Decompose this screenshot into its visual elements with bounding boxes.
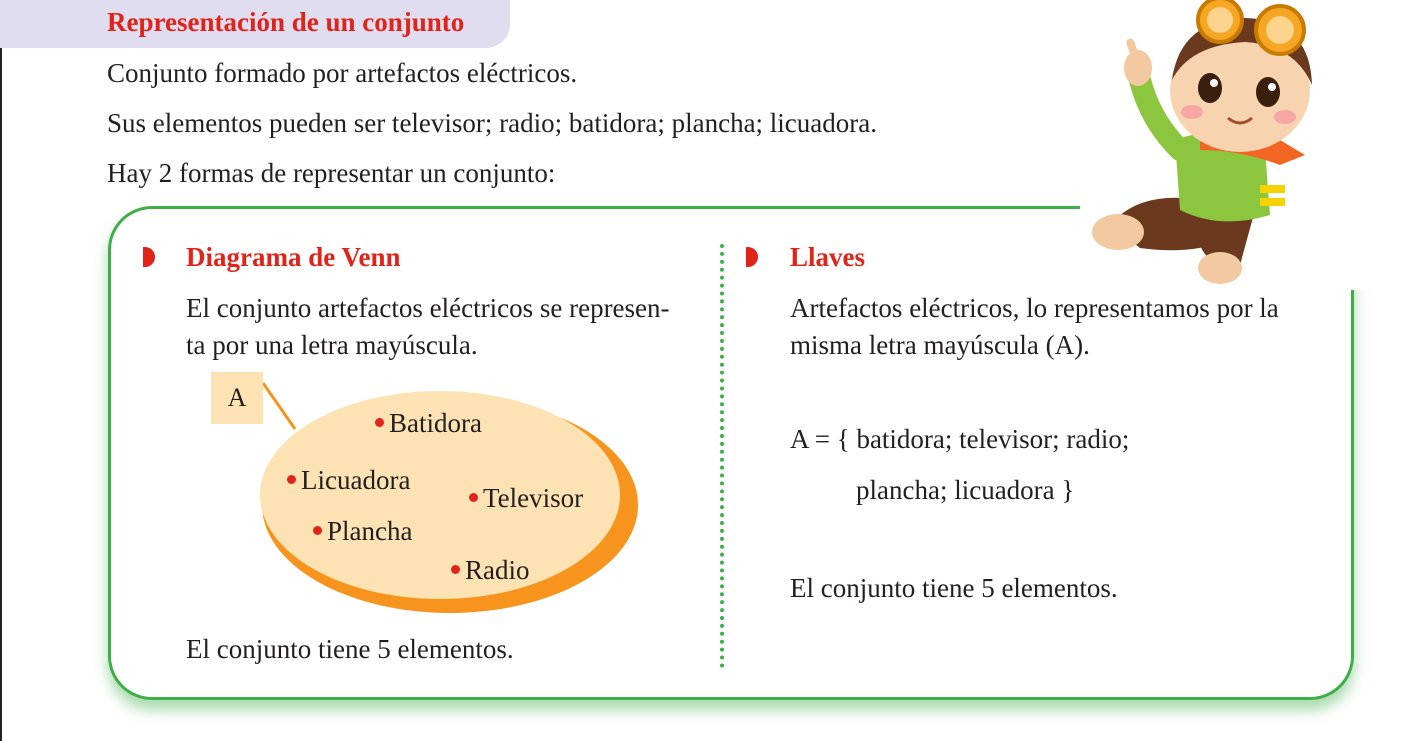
braces-description xyxy=(790,290,1279,364)
venn-description-line-2: ta por una letra mayúscula. xyxy=(186,330,478,360)
venn-description xyxy=(186,290,670,364)
dot-icon xyxy=(313,526,322,535)
venn-set-label: A xyxy=(211,372,263,424)
intro-line-2: Sus elementos pueden ser televisor; radio; batidora; plancha; licuadora. xyxy=(107,108,878,138)
venn-element: Batidora xyxy=(375,408,482,439)
intro-line-1: Conjunto formado por artefactos eléctricos. xyxy=(107,58,578,88)
dot-icon xyxy=(469,493,478,502)
venn-diagram xyxy=(200,365,660,635)
dot-icon xyxy=(287,475,296,484)
braces-set-line-2: plancha; licuadora } xyxy=(856,475,1075,505)
braces-set-line-1: A = { batidora; televisor; radio; xyxy=(790,424,1130,454)
mascot-icon xyxy=(1080,0,1417,290)
venn-count-text: El conjunto tiene 5 elementos. xyxy=(186,634,514,664)
section-title: Representación de un conjunto xyxy=(107,7,465,37)
venn-element: Licuadora xyxy=(287,465,410,496)
venn-element: Radio xyxy=(451,555,530,586)
venn-heading: Diagrama de Venn xyxy=(186,242,401,272)
braces-count-text: El conjunto tiene 5 elementos. xyxy=(790,573,1118,603)
column-divider xyxy=(720,244,724,668)
page-edge-rule xyxy=(0,0,2,741)
venn-description-line-1: El conjunto artefactos eléctricos se represen- xyxy=(186,293,670,323)
venn-element: Televisor xyxy=(469,483,583,514)
braces-description-line-1: Artefactos eléctricos, lo representamos por la xyxy=(790,293,1279,323)
dot-icon xyxy=(375,418,384,427)
venn-label-connector xyxy=(263,383,295,429)
braces-heading: Llaves xyxy=(790,242,866,272)
dot-icon xyxy=(451,565,460,574)
braces-description-line-2: misma letra mayúscula (A). xyxy=(790,330,1090,360)
venn-element: Plancha xyxy=(313,516,412,547)
intro-line-3: Hay 2 formas de representar un conjunto: xyxy=(107,158,556,188)
